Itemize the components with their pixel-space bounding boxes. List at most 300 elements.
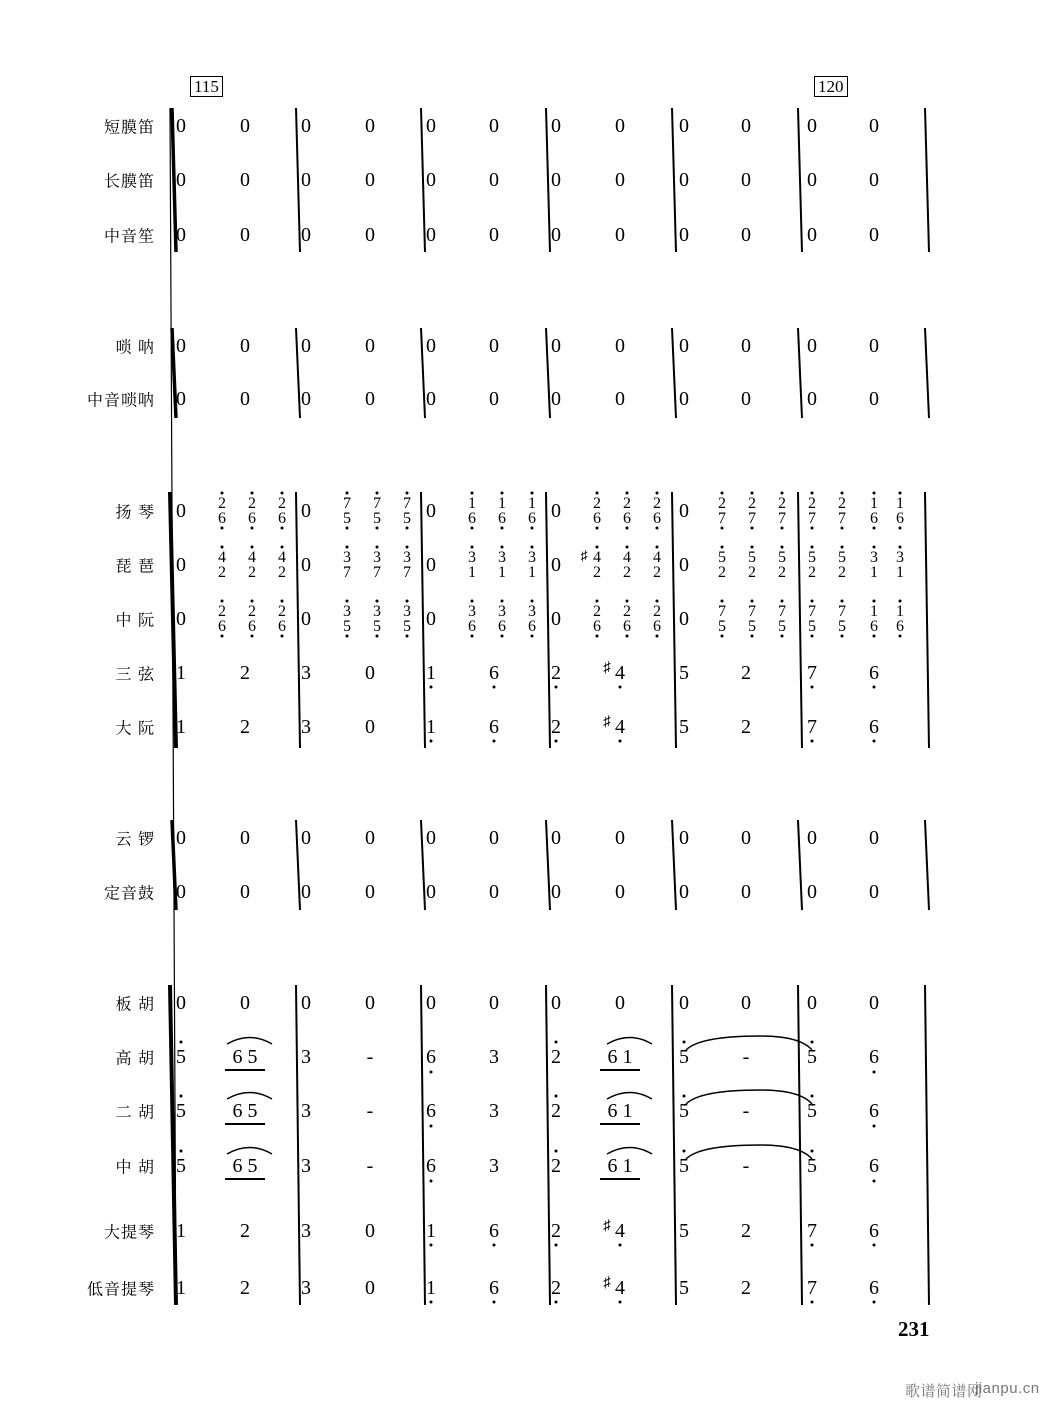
chord-琵琶-5 bbox=[343, 550, 351, 580]
low-octave-dot bbox=[376, 527, 379, 530]
note-大提琴-4: 1 bbox=[426, 1220, 436, 1242]
chord-琵琶-10 bbox=[498, 550, 506, 580]
chord-lower: 2 bbox=[778, 564, 786, 581]
chord-中阮-3 bbox=[278, 604, 286, 634]
note-板胡-4: 0 bbox=[426, 992, 436, 1014]
note-中音笙-11: 0 bbox=[869, 224, 879, 246]
low-octave-dot bbox=[493, 686, 496, 689]
chord-upper: 2 bbox=[593, 603, 601, 620]
high-octave-dot bbox=[180, 1095, 183, 1098]
note-大提琴-0: 1 bbox=[176, 1220, 186, 1242]
note-定音鼓-11: 0 bbox=[869, 881, 879, 903]
note-大提琴-9: 2 bbox=[741, 1220, 751, 1242]
chord-扬琴-10 bbox=[498, 496, 506, 526]
chord-lower: 2 bbox=[593, 564, 601, 581]
staff-label-yunluo: 云 锣 bbox=[115, 831, 155, 849]
chord-upper: 5 bbox=[748, 549, 756, 566]
high-octave-dot bbox=[376, 546, 379, 549]
low-octave-dot bbox=[471, 635, 474, 638]
chord-中阮-12: 0 bbox=[551, 608, 561, 630]
note-云锣-5: 0 bbox=[489, 827, 499, 849]
note-云锣-4: 0 bbox=[426, 827, 436, 849]
staff-label-zhonghu: 中 胡 bbox=[115, 1159, 155, 1177]
chord-upper: 1 bbox=[896, 495, 904, 512]
low-octave-dot bbox=[873, 527, 876, 530]
note-长膜笛-8: 0 bbox=[679, 169, 689, 191]
note-二胡-7: 6 1 bbox=[607, 1100, 633, 1122]
chord-upper: 3 bbox=[870, 549, 878, 566]
chord-upper: 2 bbox=[653, 495, 661, 512]
note-二胡-5: 3 bbox=[489, 1100, 499, 1122]
chord-lower: 2 bbox=[808, 564, 816, 581]
chord-lower: 6 bbox=[498, 618, 506, 635]
chord-lower: 2 bbox=[218, 564, 226, 581]
chord-lower: 6 bbox=[870, 510, 878, 527]
note-三弦-7: 4 bbox=[615, 662, 625, 684]
chord-upper: 2 bbox=[623, 603, 631, 620]
note-中胡-0: 5 bbox=[176, 1155, 186, 1177]
note-云锣-10: 0 bbox=[807, 827, 817, 849]
low-octave-dot bbox=[619, 740, 622, 743]
note-低音提琴-0: 1 bbox=[176, 1277, 186, 1299]
note-中音唢呐-7: 0 bbox=[615, 388, 625, 410]
note-中音唢呐-6: 0 bbox=[551, 388, 561, 410]
note-高胡-11: 6 bbox=[869, 1046, 879, 1068]
note-板胡-5: 0 bbox=[489, 992, 499, 1014]
chord-lower: 6 bbox=[653, 510, 661, 527]
chord-upper: 1 bbox=[896, 603, 904, 620]
chord-upper: 2 bbox=[623, 495, 631, 512]
chord-中阮-23 bbox=[896, 604, 904, 634]
chord-upper: 2 bbox=[808, 495, 816, 512]
note-唢呐-3: 0 bbox=[365, 335, 375, 357]
note-中胡-2: 3 bbox=[301, 1155, 311, 1177]
chord-中阮-5 bbox=[343, 604, 351, 634]
chord-琵琶-7 bbox=[403, 550, 411, 580]
chord-lower: 1 bbox=[896, 564, 904, 581]
low-octave-dot bbox=[873, 1071, 876, 1074]
note-短膜笛-0: 0 bbox=[176, 115, 186, 137]
chord-upper: 7 bbox=[403, 495, 411, 512]
low-octave-dot bbox=[501, 527, 504, 530]
chord-中阮-11 bbox=[528, 604, 536, 634]
note-二胡-3: - bbox=[366, 1100, 374, 1122]
note-高胡-1: 6 5 bbox=[232, 1046, 258, 1068]
note-高胡-8: 5 bbox=[679, 1046, 689, 1068]
staff-label-changmodi: 长膜笛 bbox=[103, 173, 155, 191]
note-中胡-9: - bbox=[742, 1155, 750, 1177]
chord-扬琴-17 bbox=[718, 496, 726, 526]
chord-扬琴-1 bbox=[218, 496, 226, 526]
note-唢呐-4: 0 bbox=[426, 335, 436, 357]
chord-lower: 7 bbox=[343, 564, 351, 581]
high-octave-dot bbox=[251, 546, 254, 549]
note-短膜笛-8: 0 bbox=[679, 115, 689, 137]
note-短膜笛-6: 0 bbox=[551, 115, 561, 137]
low-octave-dot bbox=[656, 527, 659, 530]
note-二胡-10: 5 bbox=[807, 1100, 817, 1122]
chord-扬琴-8: 0 bbox=[426, 500, 436, 522]
note-中音笙-6: 0 bbox=[551, 224, 561, 246]
high-octave-dot bbox=[281, 492, 284, 495]
high-octave-dot bbox=[346, 546, 349, 549]
chord-扬琴-22 bbox=[870, 496, 878, 526]
high-octave-dot bbox=[406, 492, 409, 495]
high-octave-dot bbox=[626, 492, 629, 495]
chord-中阮-14 bbox=[623, 604, 631, 634]
high-octave-dot bbox=[531, 546, 534, 549]
low-octave-dot bbox=[555, 686, 558, 689]
note-长膜笛-5: 0 bbox=[489, 169, 499, 191]
chord-琵琶-6 bbox=[373, 550, 381, 580]
chord-upper: 2 bbox=[838, 495, 846, 512]
chord-扬琴-6 bbox=[373, 496, 381, 526]
low-octave-dot bbox=[751, 527, 754, 530]
staff-label-duanmodi: 短膜笛 bbox=[103, 119, 155, 137]
note-短膜笛-2: 0 bbox=[301, 115, 311, 137]
chord-upper: 3 bbox=[468, 549, 476, 566]
note-定音鼓-2: 0 bbox=[301, 881, 311, 903]
note-中音唢呐-8: 0 bbox=[679, 388, 689, 410]
high-octave-dot bbox=[180, 1150, 183, 1153]
chord-lower: 5 bbox=[343, 510, 351, 527]
chord-中阮-2 bbox=[248, 604, 256, 634]
staff-label-diyintiqin: 低音提琴 bbox=[86, 1281, 155, 1299]
staff-label-banhu: 板 胡 bbox=[115, 996, 155, 1014]
chord-upper: 4 bbox=[593, 549, 601, 566]
high-octave-dot bbox=[376, 600, 379, 603]
note-低音提琴-11: 6 bbox=[869, 1277, 879, 1299]
sharp-三弦-7: ♯ bbox=[603, 660, 611, 676]
note-中音唢呐-9: 0 bbox=[741, 388, 751, 410]
chord-upper: 3 bbox=[403, 603, 411, 620]
chord-upper: 7 bbox=[778, 603, 786, 620]
note-板胡-8: 0 bbox=[679, 992, 689, 1014]
chord-upper: 7 bbox=[373, 495, 381, 512]
note-板胡-10: 0 bbox=[807, 992, 817, 1014]
high-octave-dot bbox=[683, 1095, 686, 1098]
chord-lower: 5 bbox=[403, 618, 411, 635]
high-octave-dot bbox=[899, 492, 902, 495]
note-高胡-4: 6 bbox=[426, 1046, 436, 1068]
note-高胡-6: 2 bbox=[551, 1046, 561, 1068]
note-定音鼓-7: 0 bbox=[615, 881, 625, 903]
low-octave-dot bbox=[501, 635, 504, 638]
low-octave-dot bbox=[873, 1244, 876, 1247]
low-octave-dot bbox=[619, 1244, 622, 1247]
staff-label-sanxian: 三 弦 bbox=[115, 666, 155, 684]
note-中音笙-0: 0 bbox=[176, 224, 186, 246]
chord-upper: 7 bbox=[838, 603, 846, 620]
chord-扬琴-16: 0 bbox=[679, 500, 689, 522]
high-octave-dot bbox=[781, 600, 784, 603]
note-中胡-10: 5 bbox=[807, 1155, 817, 1177]
chord-upper: 3 bbox=[528, 549, 536, 566]
chord-琵琶-13 bbox=[593, 550, 601, 580]
chord-upper: 2 bbox=[718, 495, 726, 512]
note-中音笙-1: 0 bbox=[240, 224, 250, 246]
chord-扬琴-15 bbox=[653, 496, 661, 526]
high-octave-dot bbox=[501, 600, 504, 603]
chord-琵琶-21 bbox=[838, 550, 846, 580]
chord-lower: 6 bbox=[528, 510, 536, 527]
low-octave-dot bbox=[406, 635, 409, 638]
note-低音提琴-2: 3 bbox=[301, 1277, 311, 1299]
chord-lower: 5 bbox=[373, 510, 381, 527]
chord-扬琴-5 bbox=[343, 496, 351, 526]
low-octave-dot bbox=[811, 527, 814, 530]
high-octave-dot bbox=[656, 546, 659, 549]
note-三弦-2: 3 bbox=[301, 662, 311, 684]
chord-lower: 5 bbox=[808, 618, 816, 635]
note-板胡-11: 0 bbox=[869, 992, 879, 1014]
chord-lower: 5 bbox=[718, 618, 726, 635]
note-高胡-0: 5 bbox=[176, 1046, 186, 1068]
chord-琵琶-23 bbox=[896, 550, 904, 580]
low-octave-dot bbox=[251, 527, 254, 530]
chord-upper: 3 bbox=[373, 549, 381, 566]
high-octave-dot bbox=[596, 546, 599, 549]
note-长膜笛-9: 0 bbox=[741, 169, 751, 191]
high-octave-dot bbox=[180, 1041, 183, 1044]
chord-upper: 4 bbox=[218, 549, 226, 566]
staff-label-suona: 唢 呐 bbox=[115, 339, 155, 357]
chord-sharp-13: ♯ bbox=[580, 549, 588, 564]
low-octave-dot bbox=[841, 635, 844, 638]
low-octave-dot bbox=[811, 1301, 814, 1304]
sharp-低音提琴-7: ♯ bbox=[603, 1275, 611, 1291]
note-定音鼓-8: 0 bbox=[679, 881, 689, 903]
chord-lower: 1 bbox=[468, 564, 476, 581]
high-octave-dot bbox=[721, 492, 724, 495]
low-octave-dot bbox=[873, 686, 876, 689]
chord-扬琴-11 bbox=[528, 496, 536, 526]
note-二胡-9: - bbox=[742, 1100, 750, 1122]
chord-upper: 2 bbox=[653, 603, 661, 620]
chord-中阮-4: 0 bbox=[301, 608, 311, 630]
chord-upper: 1 bbox=[528, 495, 536, 512]
low-octave-dot bbox=[555, 1301, 558, 1304]
staff-label-datiqin: 大提琴 bbox=[103, 1224, 155, 1242]
chord-upper: 7 bbox=[718, 603, 726, 620]
note-中胡-5: 3 bbox=[489, 1155, 499, 1177]
note-板胡-1: 0 bbox=[240, 992, 250, 1014]
note-板胡-7: 0 bbox=[615, 992, 625, 1014]
note-长膜笛-4: 0 bbox=[426, 169, 436, 191]
high-octave-dot bbox=[899, 546, 902, 549]
staff-label-zhongruan: 中 阮 bbox=[115, 612, 155, 630]
note-中音唢呐-1: 0 bbox=[240, 388, 250, 410]
staff-label-zhongyinsheng: 中音笙 bbox=[103, 228, 155, 246]
note-短膜笛-10: 0 bbox=[807, 115, 817, 137]
note-定音鼓-10: 0 bbox=[807, 881, 817, 903]
high-octave-dot bbox=[873, 600, 876, 603]
chord-lower: 2 bbox=[623, 564, 631, 581]
high-octave-dot bbox=[751, 492, 754, 495]
low-octave-dot bbox=[493, 1301, 496, 1304]
chord-lower: 6 bbox=[870, 618, 878, 635]
note-唢呐-7: 0 bbox=[615, 335, 625, 357]
low-octave-dot bbox=[430, 1301, 433, 1304]
sharp-大阮-7: ♯ bbox=[603, 714, 611, 730]
low-octave-dot bbox=[430, 1125, 433, 1128]
high-octave-dot bbox=[811, 1041, 814, 1044]
note-三弦-5: 6 bbox=[489, 662, 499, 684]
note-云锣-9: 0 bbox=[741, 827, 751, 849]
note-唢呐-10: 0 bbox=[807, 335, 817, 357]
beam-underline bbox=[600, 1178, 640, 1180]
high-octave-dot bbox=[811, 492, 814, 495]
note-三弦-1: 2 bbox=[240, 662, 250, 684]
staff-label-pipa: 琵 琶 bbox=[115, 558, 155, 576]
low-octave-dot bbox=[841, 527, 844, 530]
chord-中阮-1 bbox=[218, 604, 226, 634]
chord-upper: 7 bbox=[808, 603, 816, 620]
low-octave-dot bbox=[811, 740, 814, 743]
chord-中阮-17 bbox=[718, 604, 726, 634]
low-octave-dot bbox=[555, 1244, 558, 1247]
chord-lower: 6 bbox=[653, 618, 661, 635]
chord-中阮-13 bbox=[593, 604, 601, 634]
low-octave-dot bbox=[811, 635, 814, 638]
high-octave-dot bbox=[751, 600, 754, 603]
note-高胡-7: 6 1 bbox=[607, 1046, 633, 1068]
chord-lower: 7 bbox=[778, 510, 786, 527]
chord-琵琶-20 bbox=[808, 550, 816, 580]
note-二胡-6: 2 bbox=[551, 1100, 561, 1122]
chord-upper: 2 bbox=[218, 495, 226, 512]
high-octave-dot bbox=[841, 492, 844, 495]
low-octave-dot bbox=[281, 635, 284, 638]
low-octave-dot bbox=[899, 635, 902, 638]
note-高胡-10: 5 bbox=[807, 1046, 817, 1068]
high-octave-dot bbox=[376, 492, 379, 495]
high-octave-dot bbox=[656, 492, 659, 495]
note-云锣-6: 0 bbox=[551, 827, 561, 849]
high-octave-dot bbox=[221, 546, 224, 549]
chord-upper: 4 bbox=[248, 549, 256, 566]
note-短膜笛-7: 0 bbox=[615, 115, 625, 137]
note-大阮-1: 2 bbox=[240, 716, 250, 738]
chord-upper: 3 bbox=[498, 603, 506, 620]
low-octave-dot bbox=[555, 740, 558, 743]
note-大阮-9: 2 bbox=[741, 716, 751, 738]
chord-lower: 2 bbox=[278, 564, 286, 581]
chord-中阮-8: 0 bbox=[426, 608, 436, 630]
low-octave-dot bbox=[873, 1301, 876, 1304]
low-octave-dot bbox=[619, 1301, 622, 1304]
note-云锣-8: 0 bbox=[679, 827, 689, 849]
high-octave-dot bbox=[751, 546, 754, 549]
chord-琵琶-19 bbox=[778, 550, 786, 580]
note-短膜笛-9: 0 bbox=[741, 115, 751, 137]
chord-中阮-22 bbox=[870, 604, 878, 634]
note-定音鼓-4: 0 bbox=[426, 881, 436, 903]
note-大提琴-1: 2 bbox=[240, 1220, 250, 1242]
high-octave-dot bbox=[555, 1095, 558, 1098]
chord-扬琴-2 bbox=[248, 496, 256, 526]
high-octave-dot bbox=[501, 492, 504, 495]
note-中胡-7: 6 1 bbox=[607, 1155, 633, 1177]
note-长膜笛-2: 0 bbox=[301, 169, 311, 191]
chord-lower: 5 bbox=[838, 618, 846, 635]
chord-upper: 1 bbox=[870, 495, 878, 512]
note-短膜笛-3: 0 bbox=[365, 115, 375, 137]
note-唢呐-5: 0 bbox=[489, 335, 499, 357]
chord-lower: 6 bbox=[278, 510, 286, 527]
note-二胡-8: 5 bbox=[679, 1100, 689, 1122]
note-唢呐-6: 0 bbox=[551, 335, 561, 357]
low-octave-dot bbox=[873, 635, 876, 638]
low-octave-dot bbox=[899, 527, 902, 530]
low-octave-dot bbox=[430, 1180, 433, 1183]
chord-琵琶-22 bbox=[870, 550, 878, 580]
chord-lower: 5 bbox=[373, 618, 381, 635]
low-octave-dot bbox=[626, 635, 629, 638]
staff-label-gaohu: 高 胡 bbox=[115, 1050, 155, 1068]
note-板胡-2: 0 bbox=[301, 992, 311, 1014]
chord-lower: 6 bbox=[248, 618, 256, 635]
note-云锣-11: 0 bbox=[869, 827, 879, 849]
high-octave-dot bbox=[873, 546, 876, 549]
note-唢呐-0: 0 bbox=[176, 335, 186, 357]
chord-upper: 5 bbox=[838, 549, 846, 566]
note-定音鼓-0: 0 bbox=[176, 881, 186, 903]
chord-扬琴-0: 0 bbox=[176, 500, 186, 522]
chord-中阮-21 bbox=[838, 604, 846, 634]
low-octave-dot bbox=[430, 686, 433, 689]
note-板胡-3: 0 bbox=[365, 992, 375, 1014]
high-octave-dot bbox=[899, 600, 902, 603]
note-定音鼓-6: 0 bbox=[551, 881, 561, 903]
note-唢呐-9: 0 bbox=[741, 335, 751, 357]
chord-lower: 5 bbox=[748, 618, 756, 635]
chord-琵琶-15 bbox=[653, 550, 661, 580]
note-低音提琴-3: 0 bbox=[365, 1277, 375, 1299]
note-低音提琴-6: 2 bbox=[551, 1277, 561, 1299]
note-中音唢呐-10: 0 bbox=[807, 388, 817, 410]
note-二胡-4: 6 bbox=[426, 1100, 436, 1122]
chord-lower: 7 bbox=[748, 510, 756, 527]
chord-扬琴-13 bbox=[593, 496, 601, 526]
high-octave-dot bbox=[406, 600, 409, 603]
beam-underline bbox=[225, 1069, 265, 1071]
chord-扬琴-12: 0 bbox=[551, 500, 561, 522]
note-长膜笛-6: 0 bbox=[551, 169, 561, 191]
note-二胡-1: 6 5 bbox=[232, 1100, 258, 1122]
high-octave-dot bbox=[221, 600, 224, 603]
chord-lower: 2 bbox=[718, 564, 726, 581]
note-三弦-10: 7 bbox=[807, 662, 817, 684]
staff-label-yangqin: 扬 琴 bbox=[115, 504, 155, 522]
note-中胡-1: 6 5 bbox=[232, 1155, 258, 1177]
high-octave-dot bbox=[346, 492, 349, 495]
note-高胡-3: - bbox=[366, 1046, 374, 1068]
note-大提琴-5: 6 bbox=[489, 1220, 499, 1242]
note-三弦-9: 2 bbox=[741, 662, 751, 684]
note-中音唢呐-4: 0 bbox=[426, 388, 436, 410]
high-octave-dot bbox=[811, 1095, 814, 1098]
chord-lower: 6 bbox=[498, 510, 506, 527]
chord-琵琶-2 bbox=[248, 550, 256, 580]
chord-upper: 5 bbox=[718, 549, 726, 566]
high-octave-dot bbox=[683, 1041, 686, 1044]
note-大阮-2: 3 bbox=[301, 716, 311, 738]
low-octave-dot bbox=[873, 1180, 876, 1183]
note-高胡-2: 3 bbox=[301, 1046, 311, 1068]
high-octave-dot bbox=[596, 492, 599, 495]
chord-扬琴-9 bbox=[468, 496, 476, 526]
